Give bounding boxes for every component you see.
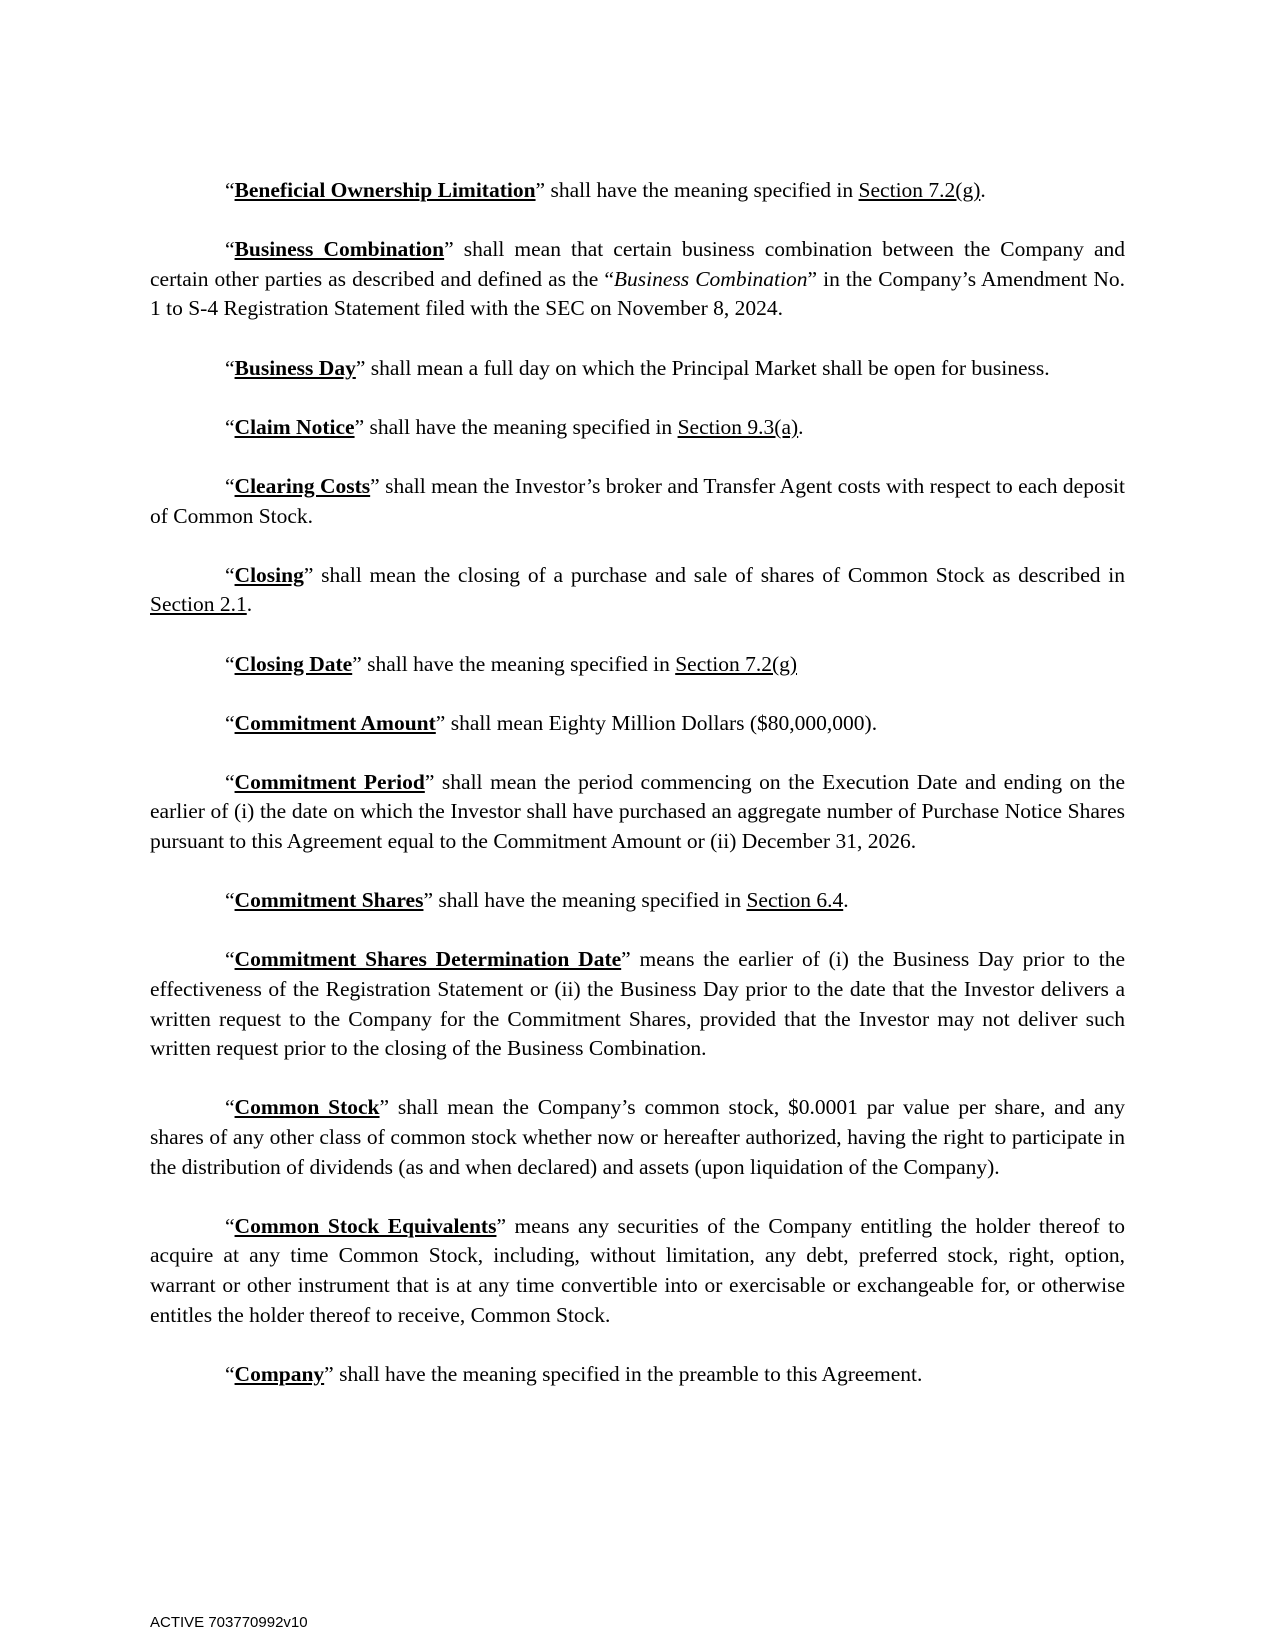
definition-commitment-shares: “Commitment Shares” shall have the meaning specified in Section 6.4. [225, 888, 849, 913]
definition-common-stock: “Common Stock” shall mean the Company’s common stock, $0.0001 par value per share, and any shares of any other class of common stock whether now or hereafter authorized, having the right to participate in the distribution of dividends (as and when declared) and assets (upon liquidation of the Company). [150, 1095, 1126, 1179]
definition-text-end: . [246, 592, 253, 617]
defined-term: Claim Notice [234, 414, 355, 439]
defined-term: Common Stock Equivalents [234, 1213, 497, 1238]
definition-text-end: . [843, 888, 849, 913]
section-reference: Section 7.2(g) [858, 178, 981, 202]
definition-text: shall have the meaning specified in [545, 178, 859, 202]
defined-term: Business Combination [234, 237, 445, 262]
definition-commitment-shares-determination-date: “Commitment Shares Determination Date” means the earlier of (i) the Business Day prior to the effectiveness of the Registration Statement or (ii) the Business Day prior to the date that the Investor delivers a written request to the Company for the Commitment Shares, provided that the Investor may not deliver such written request prior to the closing of the Business Combination. [150, 947, 1125, 1061]
definition-text: shall have the meaning specified in [433, 888, 747, 913]
definition-claim-notice: “Claim Notice” shall have the meaning specified in Section 9.3(a). [225, 414, 804, 439]
defined-term: Commitment Shares [234, 888, 424, 913]
defined-term: Closing Date [234, 651, 353, 676]
definition-text-end: . [980, 178, 986, 202]
defined-term: Closing [234, 562, 304, 587]
document-id-footer: ACTIVE 703770992v10 [150, 1614, 308, 1631]
definition-text: shall mean the closing of a purchase and sale of shares of Common Stock as described in [313, 562, 1125, 587]
section-reference: Section 7.2(g) [675, 651, 798, 676]
defined-term: Common Stock [234, 1095, 380, 1120]
definition-text: means the earlier of (i) the Business Day prior to the effectiveness of the Registration Statement or (ii) the Business Day prior to the date that the Investor delivers a written request to the Company for the Commitment Shares, provided that the Investor may not deliver such written request prior to the closing of the Business Combination. [150, 947, 1125, 1061]
definition-common-stock-equivalents: “Common Stock Equivalents” means any securities of the Company entitling the holder thereof to acquire at any time Common Stock, including, without limitation, any debt, preferred stock, right, option, warrant or other instrument that is at any time convertible into or exercisable or exchangeable for, or otherwise entitles the holder thereof to receive, Common Stock. [150, 1213, 1125, 1327]
section-reference: Section 2.1 [150, 592, 247, 617]
definition-commitment-amount: “Commitment Amount” shall mean Eighty Million Dollars ($80,000,000). [225, 710, 878, 735]
definition-text: shall mean the Investor’s broker and Transfer Agent costs with respect to each deposit of Common Stock. [150, 473, 1126, 528]
definition-text: shall mean that certain business combination between the Company and certain other parties as described and defined as the “ [150, 237, 1125, 291]
defined-term: Beneficial Ownership Limitation [234, 178, 536, 202]
defined-term: Company [234, 1361, 325, 1386]
section-reference: Section 6.4 [746, 888, 844, 913]
definition-business-combination: “Business Combination” shall mean that certain business combination between the Company and certain other parties as described and defined as the “Business Combination” in the Company’s Amendment No. 1 to S-4 Registration Statement filed with the SEC on November 8, 2024. [150, 237, 1125, 321]
defined-term: Commitment Period [234, 769, 425, 794]
definition-text: means any securities of the Company entitling the holder thereof to acquire at any time Common Stock, including, without limitation, any debt, preferred stock, right, option, warrant or other instrument that is at any time convertible into or exercisable or exchangeable for, or otherwise entitles the holder thereof to receive, Common Stock. [150, 1213, 1125, 1327]
definition-text: shall have the meaning specified in [364, 414, 678, 439]
definition-text: shall mean the Company’s common stock, $0.0001 par value per share, and any shares of any other class of common stock whether now or hereafter authorized, having the right to participate in the distribution of dividends (as and when declared) and assets (upon liquidation of the Company). [150, 1095, 1126, 1179]
definition-text: shall have the meaning specified in [361, 651, 676, 676]
definition-beneficial-ownership-limitation: “Beneficial Ownership Limitation” shall have the meaning specified in Section 7.2(g). [225, 178, 986, 202]
definitions-list [150, 176, 1125, 1419]
defined-term: Commitment Amount [234, 710, 436, 735]
definition-business-day: “Business Day” shall mean a full day on which the Principal Market shall be open for business. [225, 355, 1050, 380]
definition-text-end: ” in the Company’s Amendment No. 1 to S-4 Registration Statement filed with the SEC on November 8, 2024. [150, 266, 1125, 321]
section-reference: Section 9.3(a) [677, 414, 799, 439]
definition-closing: “Closing” shall mean the closing of a purchase and sale of shares of Common Stock as described in Section 2.1. [150, 562, 1125, 617]
definition-text: shall have the meaning specified in the preamble to this Agreement. [333, 1361, 923, 1386]
definition-company: “Company” shall have the meaning specified in the preamble to this Agreement. [225, 1361, 923, 1386]
definition-text: shall mean Eighty Million Dollars ($80,000,000). [445, 710, 878, 735]
definition-text: shall mean a full day on which the Principal Market shall be open for business. [365, 355, 1050, 380]
defined-term: Commitment Shares Determination Date [234, 947, 622, 972]
definition-clearing-costs: “Clearing Costs” shall mean the Investor’s broker and Transfer Agent costs with respect to each deposit of Common Stock. [150, 473, 1126, 528]
definition-commitment-period: “Commitment Period” shall mean the period commencing on the Execution Date and ending on the earlier of (i) the date on which the Investor shall have purchased an aggregate number of Purchase Notice Shares pursuant to this Agreement equal to the Commitment Amount or (ii) December 31, 2026. [150, 769, 1125, 854]
definition-text-end: . [798, 414, 804, 439]
defined-term: Clearing Costs [234, 473, 371, 498]
italic-term: Business Combination [613, 266, 808, 291]
defined-term: Business Day [234, 355, 356, 380]
definition-closing-date: “Closing Date” shall have the meaning specified in Section 7.2(g) [225, 651, 798, 676]
definition-text: shall mean the period commencing on the Execution Date and ending on the earlier of (i) the date on which the Investor shall have purchased an aggregate number of Purchase Notice Shares pursuant to this Agreement equal to the Commitment Amount or (ii) December 31, 2026. [150, 769, 1125, 854]
